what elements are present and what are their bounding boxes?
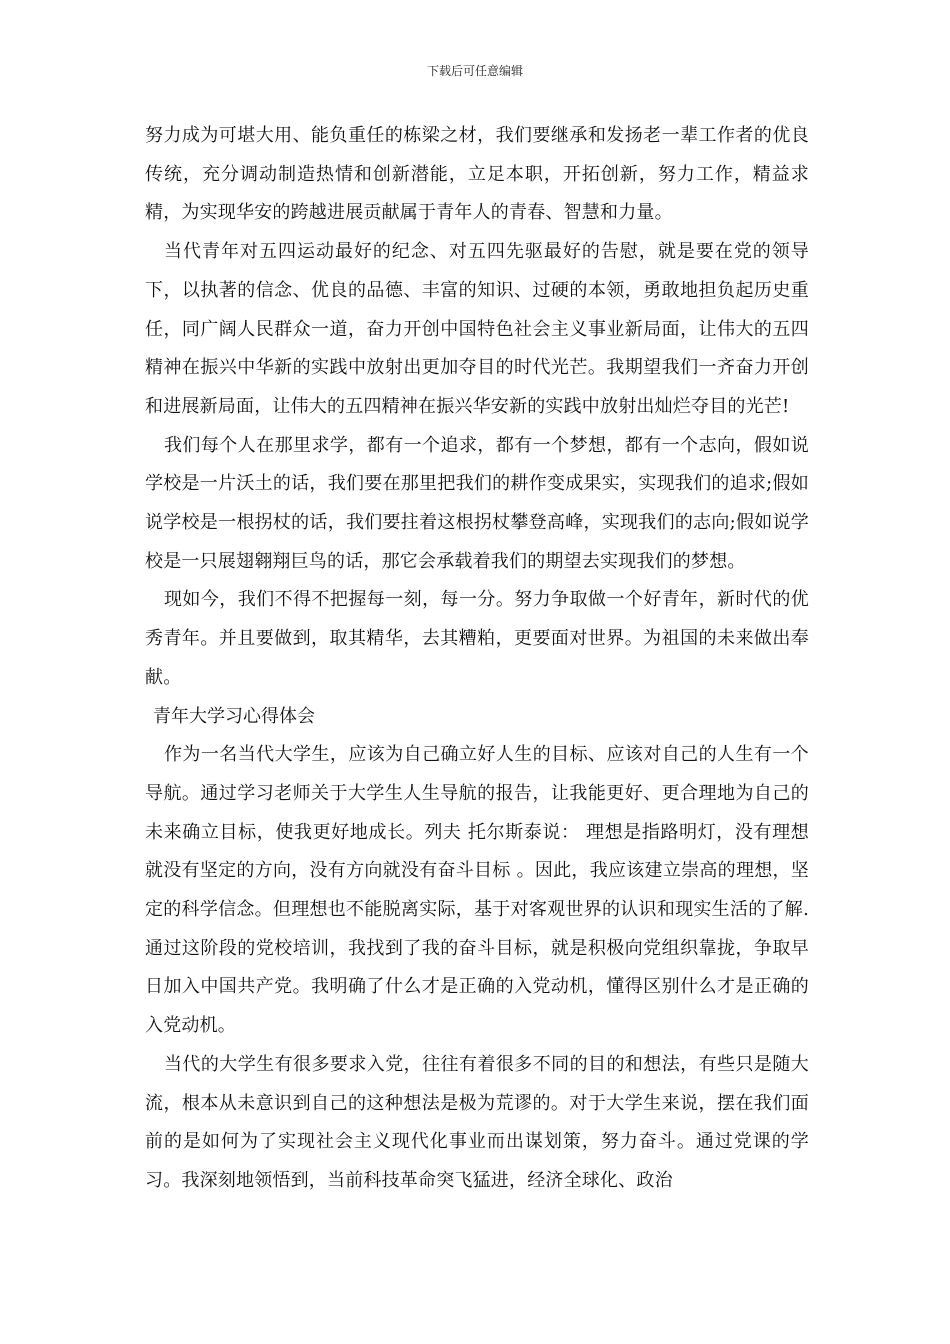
paragraph: 我们每个人在那里求学，都有一个追求，都有一个梦想，都有一个志向，假如说学校是一片沃土的话，我们要在那里把我们的耕作变成果实，实现我们的追求;假如说学校是一根拐杖的话，我们要拄着这根拐杖攀登高峰，实现我们的志向;假如说学校是一只展翅翱翔巨鸟的话，那它会承载着我们的期望去实现我们的梦想。 — [145, 434, 809, 572]
paragraph: 当代青年对五四运动最好的纪念、对五四先驱最好的告慰，就是要在党的领导下，以执著的信念、优良的品德、丰富的知识、过硬的本领，勇敢地担负起历史重任，同广阔人民群众一道，奋力开创中国特色社会主义事业新局面，让伟大的五四精神在振兴中华新的实践中放射出更加夺目的时代光芒。我期望我们一齐奋力开创和进展新局面，让伟大的五四精神在振兴华安新的实践中放射出灿烂夺目的光芒! — [145, 241, 809, 417]
paragraph: 现如今，我们不得不把握每一刻，每一分。努力争取做一个好青年，新时代的优秀青年。并且要做到，取其精华，去其糟粕，更要面对世界。为祖国的未来做出奉献。 — [145, 589, 809, 688]
document-body — [145, 117, 809, 1201]
paragraph: 当代的大学生有很多要求入党，往往有着很多不同的目的和想法，有些只是随大流，根本从未意识到自己的这种想法是极为荒谬的。对于大学生来说，摆在我们面前的是如何为了实现社会主义现代化事业而出谋划策，努力奋斗。通过党课的学习。我深刻地领悟到，当前科技革命突飞猛进，经济全球化、政治 — [145, 1053, 809, 1191]
section-heading: 青年大学习心得体会 — [153, 705, 315, 727]
paragraph: 努力成为可堪大用、能负重任的栋梁之材，我们要继承和发扬老一辈工作者的优良传统，充分调动制造热情和创新潜能，立足本职，开拓创新，努力工作，精益求精，为实现华安的跨越进展贡献属于青年人的青春、智慧和力量。 — [145, 125, 809, 224]
paragraph: 作为一名当代大学生，应该为自己确立好人生的目标、应该对自己的人生有一个导航。通过学习老师关于大学生人生导航的报告，让我能更好、更合理地为自己的未来确立目标，使我更好地成长。列夫 托尔斯泰说： 理想是指路明灯，没有理想就没有坚定的方向，没有方向就没有奋斗目标 。因此，我应该建立崇高的理想，坚定的科学信念。但理想也不能脱离实际，基于对客观世界的认识和现实生活的了解.通过这阶段的党校培训，我找到了我的奋斗目标，就是积极向党组织靠拢，争取早日加入中国共产党。我明确了什么才是正确的入党动机，懂得区别什么才是正确的入党动机。 — [145, 744, 809, 1037]
page-header: 下载后可任意编辑 — [426, 64, 523, 78]
